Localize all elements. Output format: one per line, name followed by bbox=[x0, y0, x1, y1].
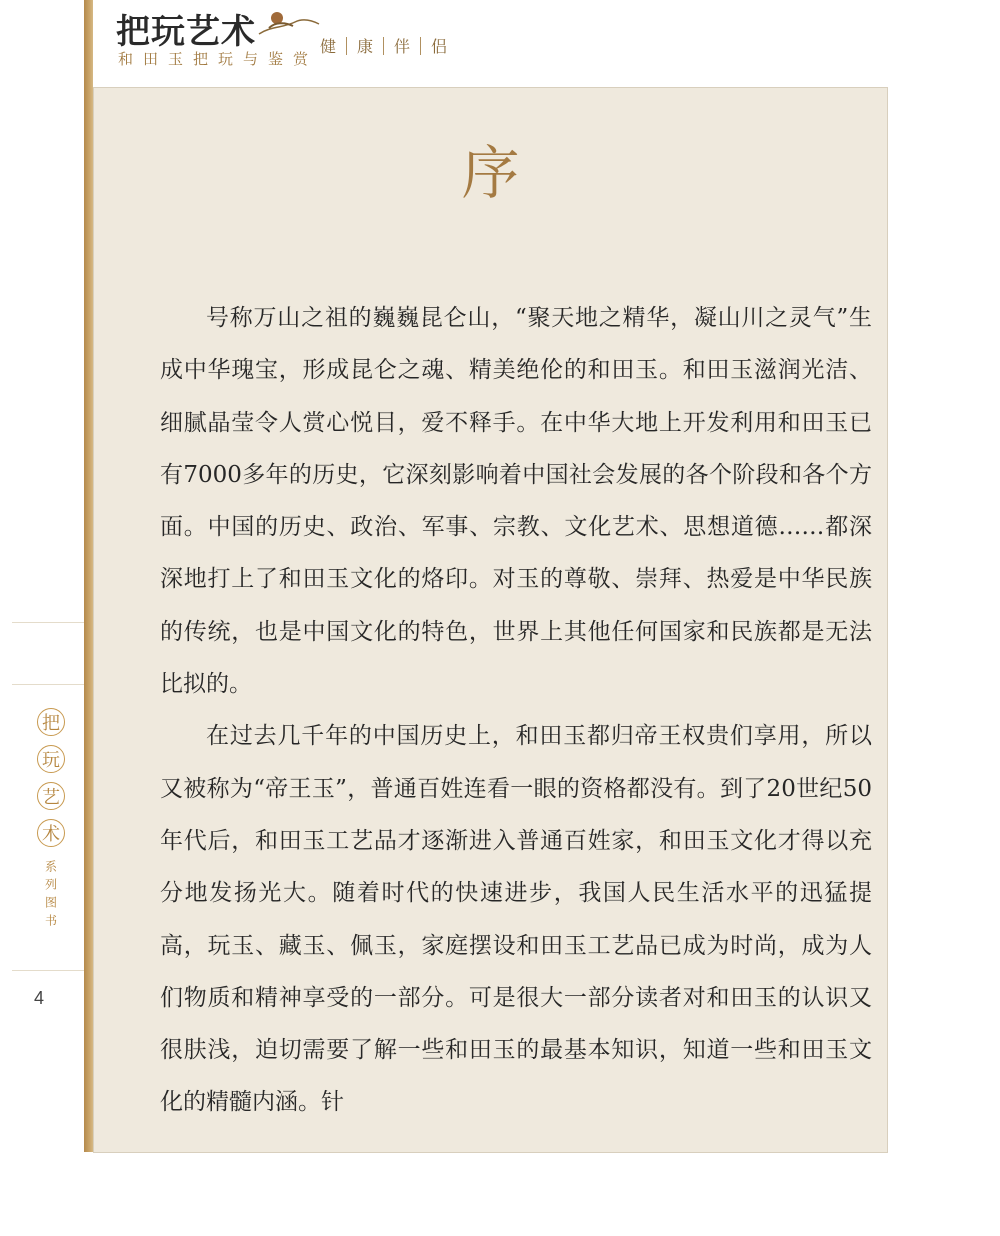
series-char: 术 bbox=[37, 819, 65, 847]
tagline bbox=[320, 34, 447, 57]
series-char: 把 bbox=[37, 708, 65, 736]
series-char: 玩 bbox=[37, 745, 65, 773]
preface-text bbox=[160, 292, 872, 1129]
book-subtitle: 和田玉把玩与鉴赏 bbox=[118, 50, 319, 68]
gold-spine bbox=[84, 0, 93, 1152]
margin-rule bbox=[12, 684, 84, 685]
content-panel bbox=[93, 87, 888, 1153]
paragraph: 在过去几千年的中国历史上，和田玉都归帝王权贵们享用，所以又被称为“帝王玉”，普通百姓连看一眼的资格都没有。到了20世纪50年代后，和田玉工艺品才逐渐进入普通百姓家，和田玉文化才得以充分地发扬光大。随着时代的快速进步，我国人民生活水平的迅猛提高，玩玉、藏玉、佩玉，家庭摆设和田玉工艺品已成为时尚，成为人们物质和精神享受的一部分。可是很大一部分读者对和田玉的认识又很肤浅，迫切需要了解一些和田玉的最基本知识，知道一些和田玉文化的精髓内涵。针 bbox=[160, 723, 872, 1116]
margin-rule bbox=[12, 970, 84, 971]
paragraph: 号称万山之祖的巍巍昆仑山，“聚天地之精华，凝山川之灵气”生成中华瑰宝，形成昆仑之魂、精美绝伦的和田玉。和田玉滋润光洁、细腻晶莹令人赏心悦目，爱不释手。在中华大地上开发利用和田玉已有7000多年的历史，它深刻影响着中国社会发展的各个阶段和各个方面。中国的历史、政治、军事、宗教、文化艺术、思想道德……都深深地打上了和田玉文化的烙印。对玉的尊敬、崇拜、热爱是中华民族的传统，也是中国文化的特色，世界上其他任何国家和民族都是无法比拟的。 bbox=[160, 305, 872, 698]
tagline-divider bbox=[420, 37, 421, 55]
figure-illustration bbox=[255, 4, 323, 38]
tagline-char: 伴 bbox=[394, 37, 411, 56]
series-char: 艺 bbox=[37, 782, 65, 810]
tagline-divider bbox=[383, 37, 384, 55]
series-label bbox=[34, 708, 68, 932]
page-number: 4 bbox=[34, 988, 45, 1008]
tagline-char: 康 bbox=[357, 37, 374, 56]
margin-rule bbox=[12, 622, 84, 623]
book-logo-title: 把玩艺术 bbox=[116, 12, 256, 52]
series-books-label: 系列图书 bbox=[43, 860, 58, 932]
page-title: 序 bbox=[461, 139, 520, 207]
tagline-char: 健 bbox=[320, 37, 337, 56]
tagline-char: 侣 bbox=[431, 37, 448, 56]
tagline-divider bbox=[346, 37, 347, 55]
